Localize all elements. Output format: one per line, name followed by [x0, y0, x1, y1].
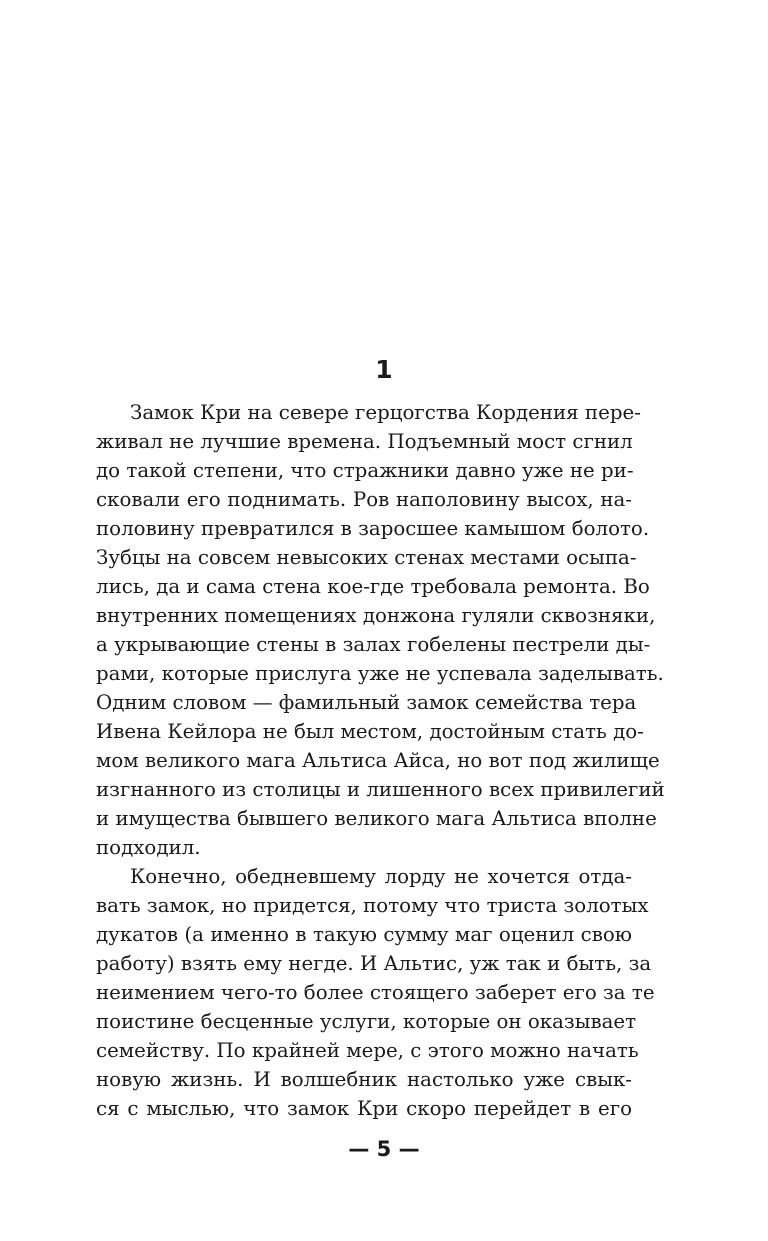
text-line: подходил. — [96, 836, 201, 859]
paragraph — [96, 398, 665, 862]
page-number: — 5 — — [348, 1137, 420, 1161]
text-line: до такой степени, что стражники давно уже не ри- — [96, 459, 634, 482]
text-line: Одним словом — фамильный замок семейства тера — [96, 691, 637, 714]
text-line: мом великого мага Альтиса Айса, но вот под жилище — [96, 749, 660, 772]
text-line: новую жизнь. И волшебник настолько уже свык- — [96, 1068, 632, 1091]
text-line: Ивена Кейлора не был местом, достойным стать до- — [96, 720, 644, 743]
text-line: ся с мыслью, что замок Кри скоро перейдет в его — [96, 1097, 632, 1120]
body-text — [96, 398, 665, 1123]
text-line: внутренних помещениях донжона гуляли сквозняки, — [96, 604, 656, 627]
text-line: поистине бесценные услуги, которые он оказывает — [96, 1010, 637, 1033]
text-line: вать замок, но придется, потому что триста золотых — [96, 894, 649, 917]
text-line: дукатов (а именно в такую сумму маг оценил свою — [96, 923, 632, 946]
text-line: живал не лучшие времена. Подъемный мост сгнил — [96, 430, 633, 453]
text-line: половину превратился в заросшее камышом болото. — [96, 517, 650, 540]
chapter-number: 1 — [375, 355, 393, 384]
text-line: рами, которые прислуга уже не успевала заделывать. — [96, 662, 664, 685]
text-line: лись, да и сама стена кое-где требовала ремонта. Во — [96, 575, 650, 598]
text-line: семейству. По крайней мере, с этого можно начать — [96, 1039, 639, 1062]
text-line: Замок Кри на севере герцогства Кордения пере- — [130, 401, 641, 424]
text-line: работу) взять ему негде. И Альтис, уж так и быть, за — [96, 952, 652, 975]
text-line: изгнанного из столицы и лишенного всех привилегий — [96, 778, 665, 801]
text-line: Зубцы на совсем невысоких стенах местами осыпа- — [96, 546, 637, 569]
text-line: сковали его поднимать. Ров наполовину высох, на- — [96, 488, 632, 511]
text-line: и имущества бывшего великого мага Альтиса вполне — [96, 807, 657, 830]
text-line: неимением чего-то более стоящего заберет его за те — [96, 981, 655, 1004]
text-line: а укрывающие стены в залах гобелены пестрели ды- — [96, 633, 651, 656]
text-line: Конечно, обедневшему лорду не хочется отда- — [130, 865, 632, 888]
paragraph — [96, 862, 655, 1123]
